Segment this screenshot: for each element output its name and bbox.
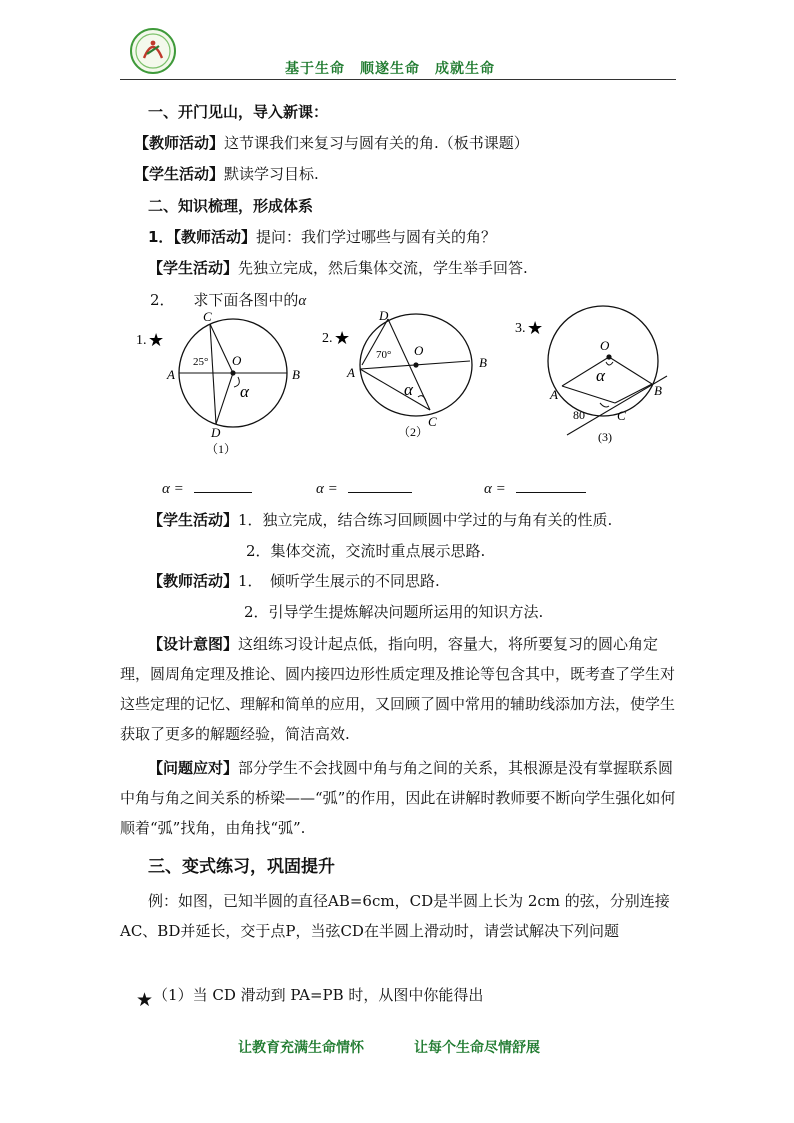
figure-1-alpha: α [240, 382, 249, 401]
figure-2-label-o: O [414, 343, 424, 358]
design-intent-text: 这组练习设计起点低，指向明，容量大，将所要复习的圆心角定理，圆周角定理及推论、圆内接四边形性质定理及推论等包含其中，既考查了学生对这些定理的记忆、理解和简单的应用，又回顾了圆中常用的辅助线添加方法，使学生获取了更多的解题经验，简洁高效. [120, 635, 676, 743]
figure-1-caption: （1） [206, 442, 237, 456]
figure-1-label-o: O [232, 353, 242, 368]
teacher-steps-1 [148, 570, 440, 591]
item1-teacher-tag: 【教师活动】 [173, 228, 256, 246]
item1-student-tag: 【学生活动】 [148, 259, 239, 277]
student-activity-tag: 【学生活动】 [134, 165, 225, 183]
section1-teacher-line [134, 132, 529, 153]
figure-2-label-a: A [347, 365, 355, 380]
answer-label-2: α = [316, 481, 338, 497]
answer-blank-3[interactable] [484, 479, 586, 498]
figure-2-number: 2. [322, 331, 333, 346]
figure-3-caption: (3) [598, 430, 612, 444]
answer-label-1: α = [162, 481, 184, 497]
figure-1-label-b: B [292, 367, 300, 382]
figure-2-label-d: D [379, 308, 389, 323]
item1-number: 1． [148, 228, 174, 246]
figure-3-label-o: O [600, 338, 610, 353]
figure-3-star-icon: ★ [527, 318, 544, 338]
teacher-step-1: 1． 倾听学生展示的不同思路. [238, 572, 440, 590]
item1-student-text: 先独立完成，然后集体交流，学生举手回答. [238, 259, 528, 277]
figure-1-label-a: A [167, 367, 175, 382]
problem-response-paragraph [120, 753, 676, 843]
figure-3-label-c: C [617, 408, 626, 423]
figure-3-number: 3. [515, 321, 526, 336]
section2-title: 二、知识梳理，形成体系 [148, 197, 314, 215]
figure-3-angle: 80 [573, 408, 585, 422]
student-activity-tag-2: 【学生活动】 [148, 511, 239, 529]
item2-text: 求下面各图中的 [193, 291, 299, 309]
student-step-1: 1．独立完成，结合练习回顾圆中学过的与角有关的性质. [238, 511, 613, 529]
teacher-activity-text: 这节课我们来复习与圆有关的角.（板书课题） [224, 134, 529, 152]
item2-number: 2． [150, 291, 175, 309]
answer-blank-2[interactable] [316, 479, 412, 498]
figure-2-caption: （2） [398, 425, 429, 439]
teacher-activity-tag: 【教师活动】 [134, 134, 225, 152]
header-divider [120, 79, 676, 80]
figures-panel [130, 305, 680, 465]
item1-teacher-text: 提问：我们学过哪些与圆有关的角？ [255, 228, 496, 246]
section2-item1-student [148, 257, 528, 278]
figure-1-star-icon: ★ [148, 330, 165, 350]
figure-1-angle: 25° [193, 356, 209, 368]
design-intent-tag: 【设计意图】 [148, 635, 239, 653]
teacher-step-2: 2．引导学生提炼解决问题所运用的知识方法. [244, 603, 544, 621]
figure-3 [515, 306, 667, 444]
figure-2 [322, 308, 487, 439]
section1-student-line [134, 163, 319, 184]
teacher-activity-tag-2: 【教师活动】 [148, 572, 239, 590]
figure-1 [136, 309, 300, 456]
footer-right: 让每个生命尽情舒展 [414, 1040, 540, 1056]
figure-1-number: 1. [136, 333, 147, 348]
problem-response-text: 部分学生不会找圆中角与角之间的关系，其根源是没有掌握联系圆中角与角之间关系的桥梁——“弧”的作用，因此在讲解时教师要不断向学生强化如何顺着“弧”找角，由角找“弧”. [120, 759, 676, 837]
design-intent-paragraph [120, 629, 676, 749]
section1-title: 一、开门见山，导入新课： [148, 103, 329, 121]
logo-emblem-icon [130, 28, 176, 74]
header-motto: 基于生命 顺遂生命 成就生命 [285, 61, 495, 77]
section3-title: 三、变式练习，巩固提升 [148, 857, 335, 877]
figure-3-label-a: A [550, 387, 558, 402]
example-paragraph: 例：如图，已知半圆的直径AB=6cm，CD是半圆上长为 2cm 的弦，分别连接AC、BD并延长，交于点P，当弦CD在半圆上滑动时，请尝试解决下列问题 [120, 892, 670, 940]
figure-2-angle: 70° [376, 349, 392, 361]
footer-left: 让教育充满生命情怀 [238, 1040, 364, 1056]
student-activity-text: 默读学习目标. [224, 165, 319, 183]
figure-2-label-b: B [479, 355, 487, 370]
figure-2-star-icon: ★ [334, 328, 351, 348]
question-1 [136, 983, 484, 1011]
student-steps-1 [148, 509, 612, 530]
student-step-2: 2．集体交流，交流时重点展示思路. [246, 542, 486, 560]
question-1-text: （1）当 CD 滑动到 PA=PB 时，从图中你能得出 [153, 986, 484, 1004]
figure-3-alpha: α [596, 366, 605, 385]
problem-response-tag: 【问题应对】 [148, 759, 239, 777]
section2-item1 [148, 226, 496, 247]
figure-1-label-d: D [211, 425, 221, 440]
figure-1-label-c: C [203, 309, 212, 324]
item2-alpha: α [298, 293, 307, 309]
figure-2-label-c: C [428, 414, 437, 429]
question-1-star-icon: ★ [136, 989, 154, 1011]
figure-3-label-b: B [654, 383, 662, 398]
school-logo [130, 28, 176, 74]
answer-blank-1[interactable] [162, 479, 252, 498]
figure-2-alpha: α [404, 380, 413, 399]
answer-label-3: α = [484, 481, 506, 497]
